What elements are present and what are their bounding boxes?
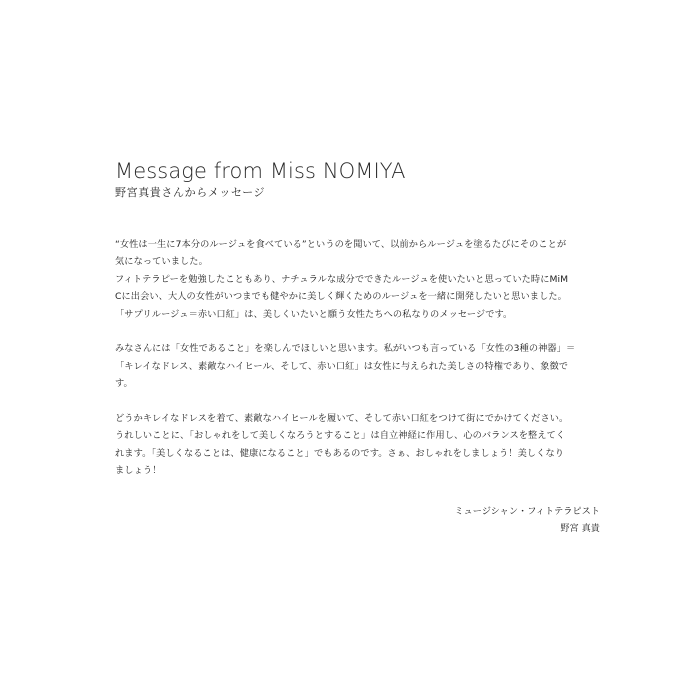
paragraph-2-line-3: す。 [115, 378, 133, 390]
paragraph-3-line-2: うれしいことに、「おしゃれをして美しくなろうとすること」は自立神経に作用し、心のバランスを整えてく [115, 430, 566, 442]
page-title: Message from Miss NOMIYA [115, 159, 406, 183]
paragraph-2-line-2: 「キレイなドレス、素敵なハイヒール、そして、赤い口紅」は女性に与えられた美しさの特権であり、象徴で [115, 360, 569, 372]
paragraph-1-line-3: フィトテラピーを勉強したこともあり、ナチュラルな成分でできたルージュを使いたいと思っていた時にMiM [115, 273, 569, 285]
paragraph-3-line-1: どうかキレイなドレスを着て、素敵なハイヒールを履いて、そして赤い口紅をつけて街にでかけてください。 [115, 413, 569, 425]
paragraph-1-line-5: 「サプリルージュ＝赤い口紅」は、美しくいたいと願う女性たちへの私なりのメッセージです。 [115, 308, 513, 320]
signature-role: ミュージシャン・フィトテラピスト [454, 506, 600, 517]
paragraph-2-line-1: みなさんには「女性であること」を楽しんでほしいと思います。私がいつも言っている「女性の3種の神器」＝ [115, 343, 576, 355]
signature-name: 野宮 真貴 [560, 523, 600, 535]
paragraph-1-line-4: Cに出会い、大人の女性がいつまでも健やかに美しく輝くためのルージュを一緒に開発したいと思いました。 [115, 291, 567, 303]
paragraph-3-line-4: ましょう！ [115, 465, 162, 477]
signature-block [455, 503, 600, 538]
paragraph-1-line-1: “女性は一生に7本分のルージュを食べている”というのを聞いて、以前からルージュを塗るたびにそのことが [115, 239, 567, 250]
paragraph-3-line-3: れます。「美しくなることは、健康になること」でもあるのです。さぁ、おしゃれをしましょう！美しくなり [115, 447, 565, 459]
page-subtitle: 野宮真貴さんからメッセージ [115, 186, 266, 199]
message-paragraph-3 [115, 410, 600, 480]
message-paragraph-1 [115, 236, 600, 323]
paragraph-1-line-2: 気になっていました。 [115, 256, 208, 268]
message-body [115, 236, 600, 480]
message-card [115, 158, 600, 535]
message-paragraph-2 [115, 340, 600, 392]
